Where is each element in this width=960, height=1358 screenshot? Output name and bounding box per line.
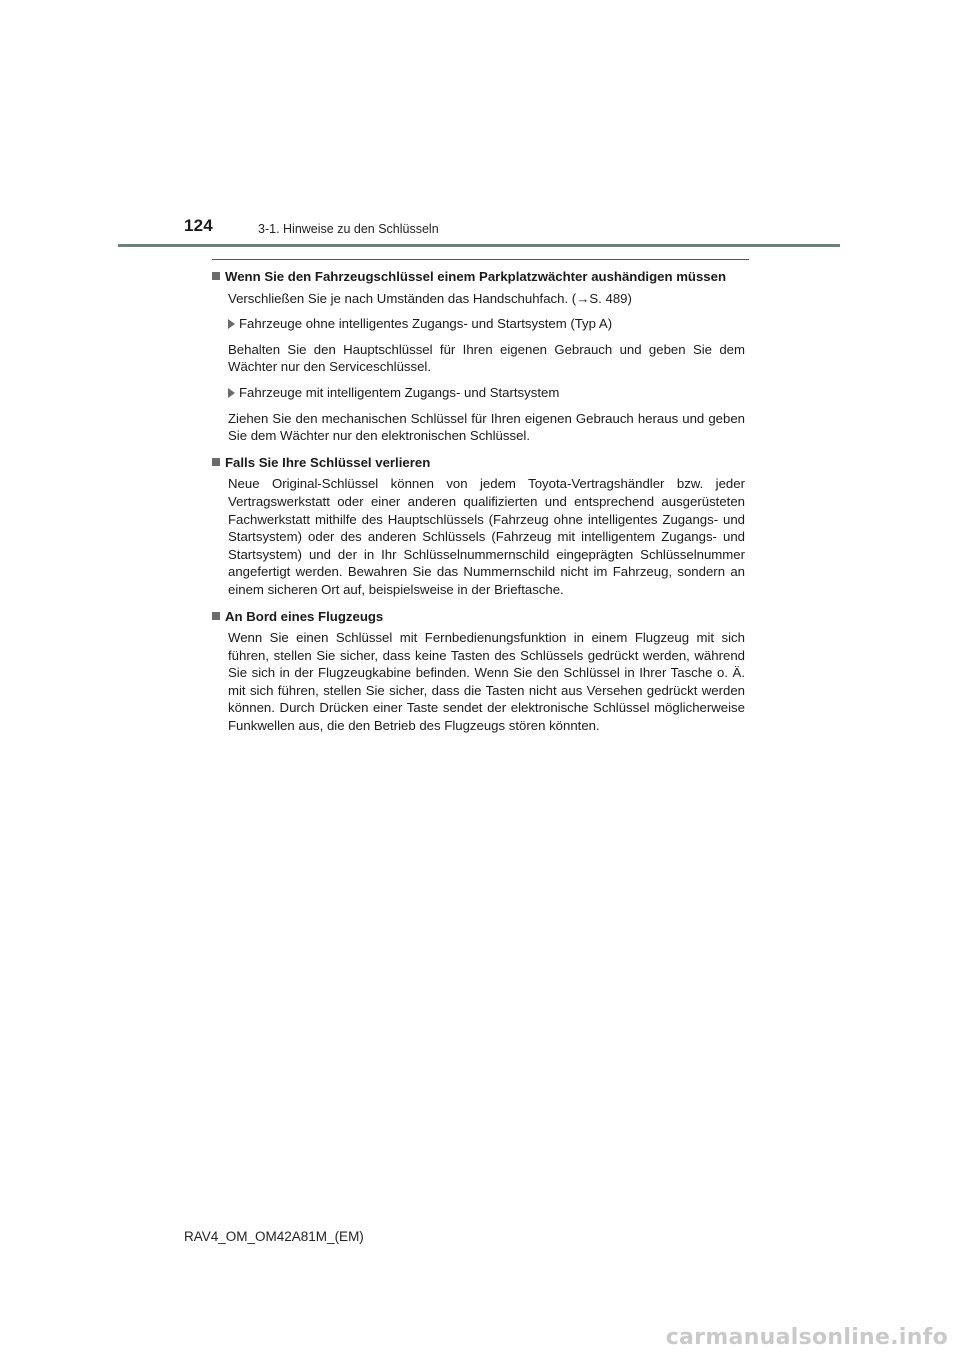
subsection-label xyxy=(212,315,745,333)
section-heading xyxy=(212,268,745,286)
content-divider xyxy=(212,259,749,260)
subsection-label-text: Fahrzeuge ohne intelligentes Zugangs- und Startsystem (Typ A) xyxy=(239,316,613,332)
square-bullet-icon xyxy=(212,612,220,620)
square-bullet-icon xyxy=(212,458,220,466)
subsection-label-text: Fahrzeuge mit intelligentem Zugangs- und Startsystem xyxy=(239,384,560,400)
arrow-bullet-icon xyxy=(228,388,235,398)
watermark: carmanualsonline.info xyxy=(665,1325,948,1350)
section-parking-attendant xyxy=(212,268,745,445)
subsection-text: Ziehen Sie den mechanischen Schlüssel für Ihren eigenen Gebrauch heraus und geben Sie dem Wächter nur den elektronischen Schlüssel. xyxy=(228,410,745,444)
section-heading-text: Wenn Sie den Fahrzeugschlüssel einem Parkplatzwächter aushändigen müssen xyxy=(225,269,727,284)
page-content xyxy=(212,268,745,744)
section-lost-keys xyxy=(212,454,745,599)
subsection-label xyxy=(212,384,745,402)
square-bullet-icon xyxy=(212,272,220,280)
section-heading xyxy=(212,608,745,626)
section-heading-text: An Bord eines Flugzeugs xyxy=(225,608,384,624)
section-heading-text: Falls Sie Ihre Schlüssel verlieren xyxy=(225,454,431,470)
section-title: 3-1. Hinweise zu den Schlüsseln xyxy=(258,222,439,236)
section-heading xyxy=(212,454,745,472)
section-text: Wenn Sie einen Schlüssel mit Fernbedienungsfunktion in einem Flugzeug mit sich führen, stellen Sie sicher, dass keine Tasten des Schlüssels gedrückt werden, während Sie sich in der Flugzeugkabine befinden. Wenn Sie den Schlüssel in Ihrer Tasche o. Ä. mit sich führen, stellen Sie sicher, dass die Tasten nicht aus Versehen gedrückt werden können. Durch Drücken einer Taste sendet der elektronische Schlüssel möglicherweise Funkwellen aus, die den Betrieb des Flugzeugs stören könnten. xyxy=(228,630,745,734)
section-intro: Verschließen Sie je nach Umständen das Handschuhfach. (→S. 489) xyxy=(228,290,632,306)
arrow-bullet-icon xyxy=(228,319,235,329)
document-code: RAV4_OM_OM42A81M_(EM) xyxy=(184,1229,364,1244)
page-number: 124 xyxy=(184,216,213,235)
subsection-text: Behalten Sie den Hauptschlüssel für Ihren eigenen Gebrauch und geben Sie dem Wächter nur den Serviceschlüssel. xyxy=(228,341,745,375)
header-divider xyxy=(118,244,840,247)
section-text: Neue Original-Schlüssel können von jedem Toyota-Vertragshändler bzw. jeder Vertragswerkstatt oder einer anderen qualifizierten und entsprechend ausgerüsteten Fachwerkstatt mithilfe des Hauptschlüssels (Fahrzeug ohne intelligentes Zugangs- und Startsystem) oder des anderen Schlüssels (Fahrzeug mit intelligentem Zugangs- und Startsystem) und der in Ihr Schlüsselnummernschild eingeprägten Schlüsselnummer angefertigt werden. Bewahren Sie das Nummernschild nicht im Fahrzeug, sondern an einem sicheren Ort auf, beispielsweise in der Brieftasche. xyxy=(228,476,745,597)
section-aircraft xyxy=(212,608,745,735)
